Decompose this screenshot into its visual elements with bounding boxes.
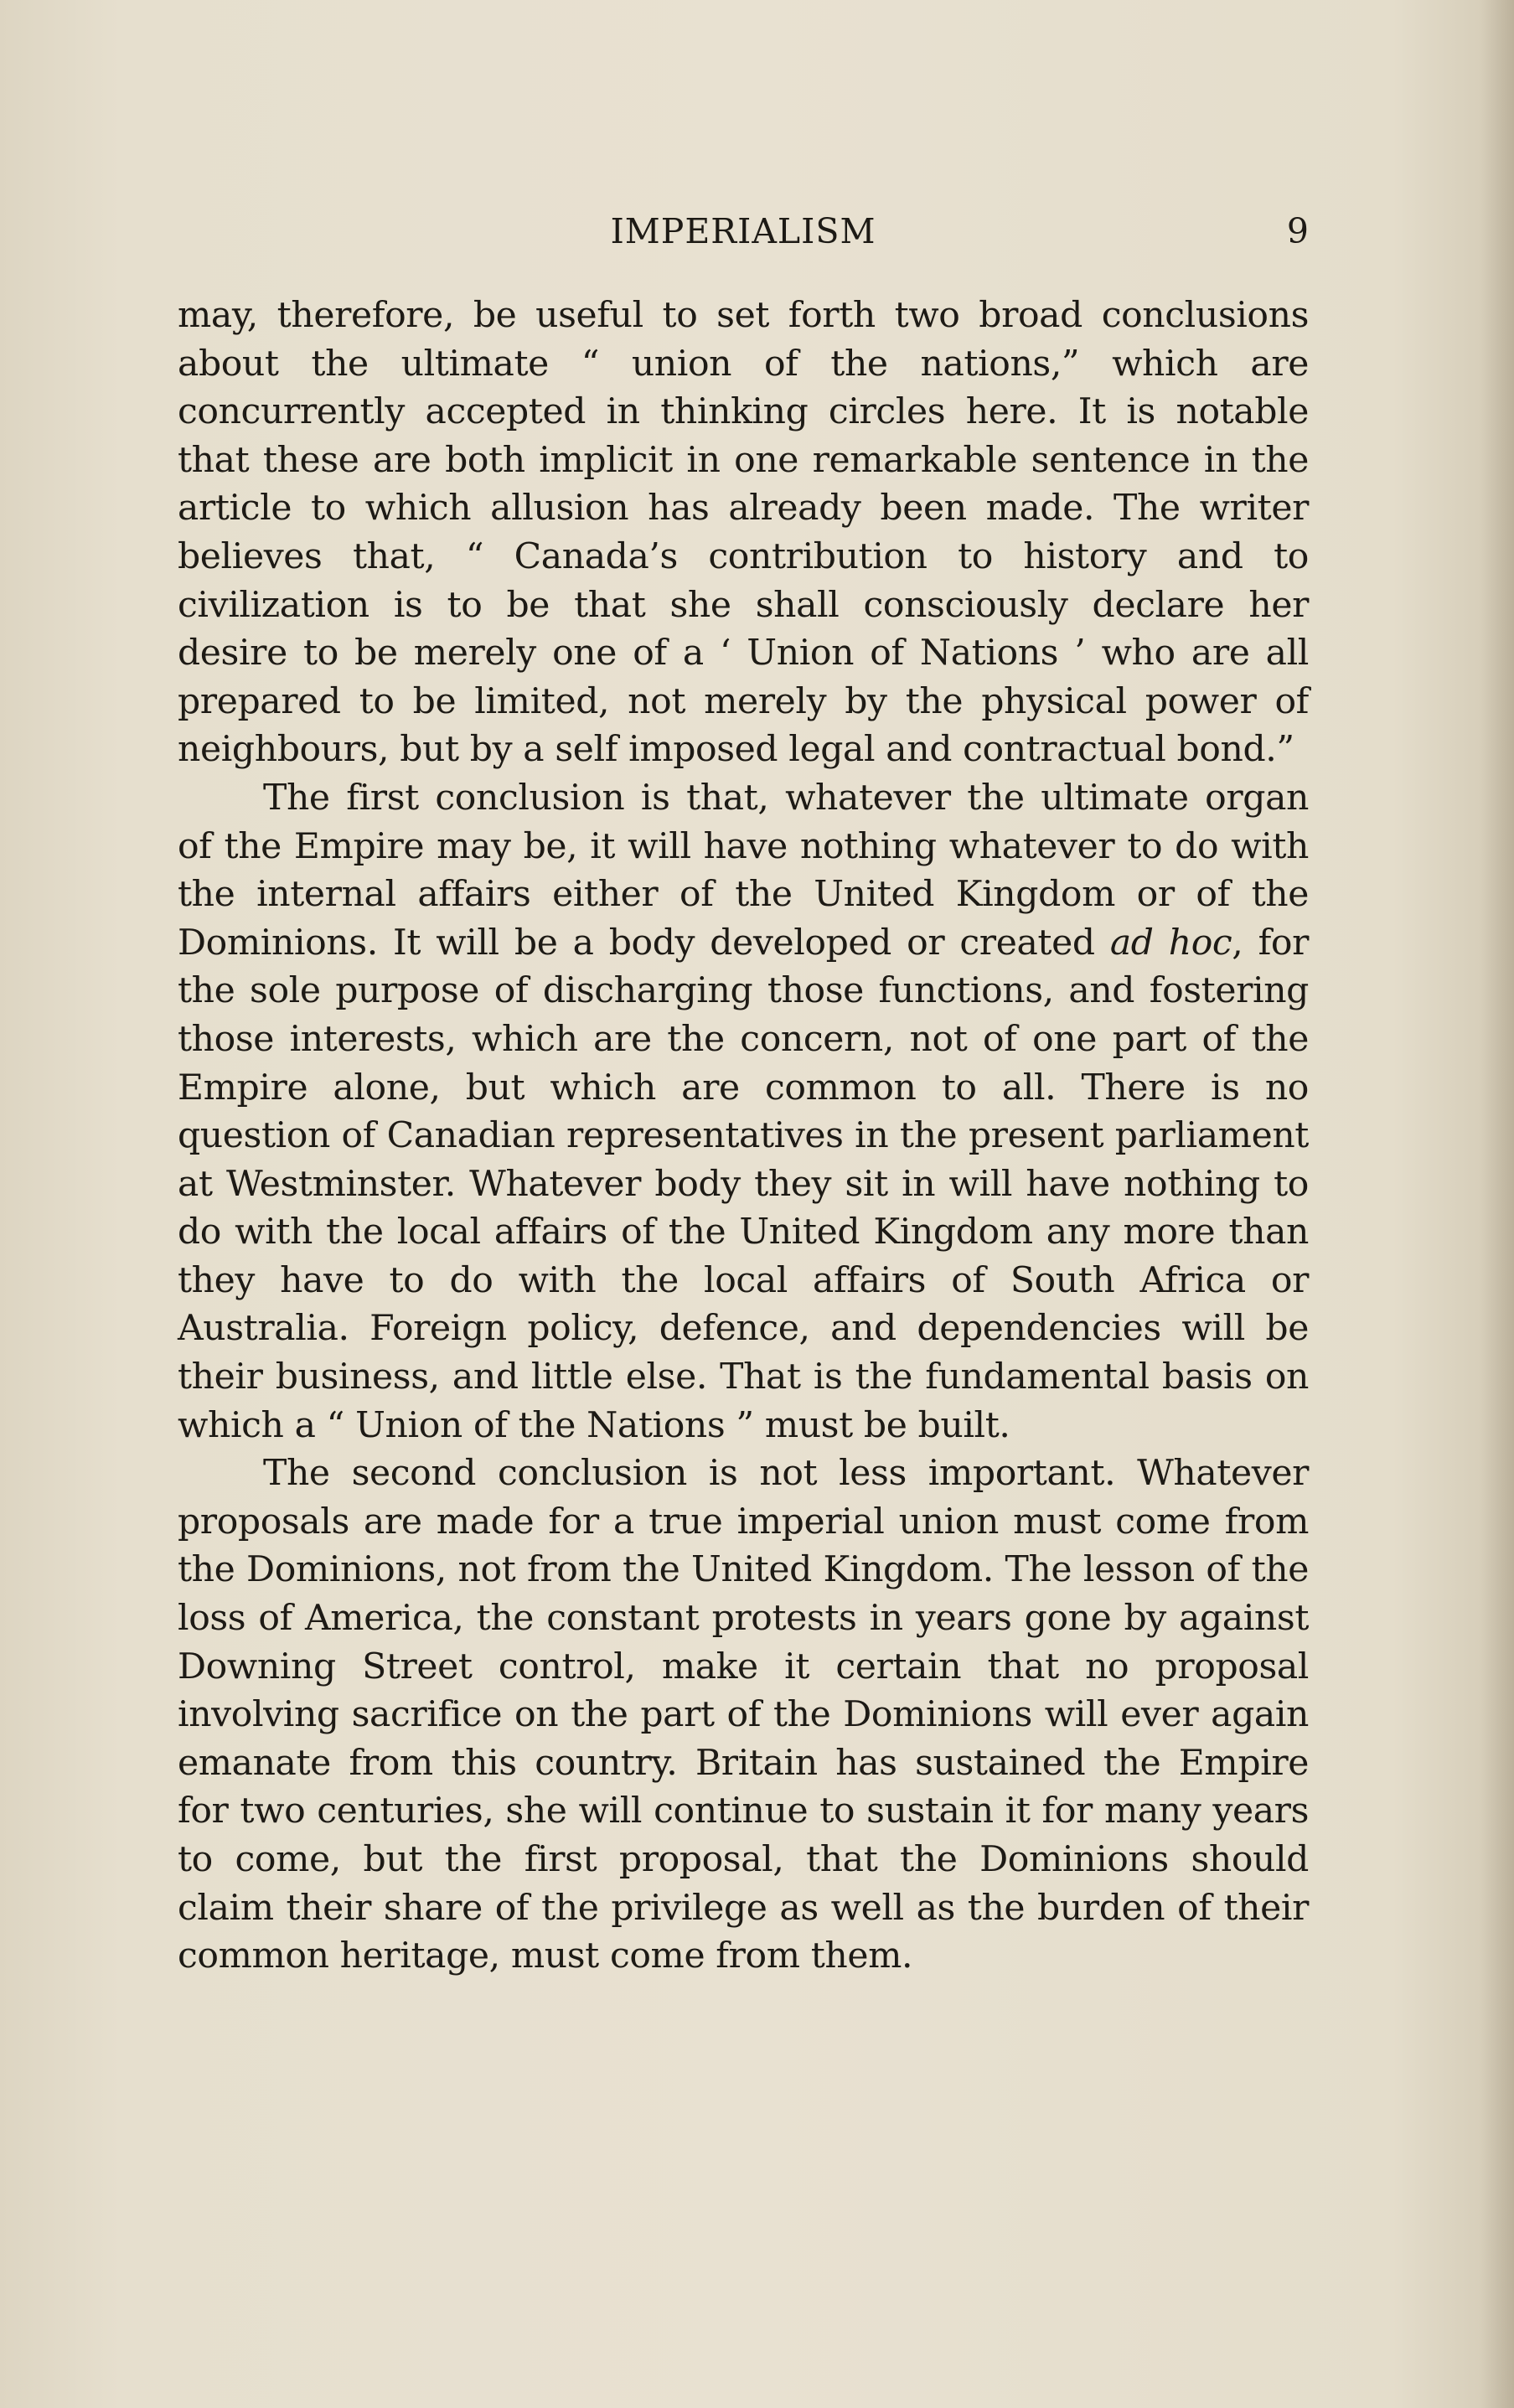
paragraph-2-start: The first conclusion is that, whatever the ultimate organ of the Empire may be, it will have nothing whatever to do with the internal affairs either of the United Kingdom or of the Dominions. It will be a body developed or created <box>178 777 1309 964</box>
paragraph-3: The second conclusion is not less important. Whatever proposals are made for a true imperial union must come from the Dominions, not from the United Kingdom. The lesson of the loss of America, the constant protests in years gone by against Downing Street control, make it certain that no proposal involving sacrifice on the part of the Dominions will ever again emanate from this country. Britain has sustained the Empire for two centuries, she will continue to sustain it for many years to come, but the first proposal, that the Dominions should claim their share of the privilege as well as the burden of their common heritage, must come from them. <box>178 1453 1309 1977</box>
body-text <box>178 292 1309 1981</box>
page-number: 9 <box>1286 211 1309 251</box>
running-title: IMPERIALISM <box>610 211 876 251</box>
page-edge-shadow <box>1480 0 1514 2408</box>
paragraph-2 <box>178 774 1309 1449</box>
paragraph-2-end: , for the sole purpose of discharging those functions, and fostering those interests, which are the concern, not of one part of the Empire alone, but which are common to all. There is no question of Canadian representatives in the present parliament at Westminster. Whatever body they sit in will have nothing to do with the local affairs of the United Kingdom any more than they have to do with the local affairs of South Africa or Australia. Foreign policy, defence, and dependencies will be their business, and little else. That is the fundamental basis on which a “ Union of the Nations ” must be built. <box>178 922 1310 1446</box>
latin-phrase-ad-hoc: ad hoc <box>1109 922 1232 964</box>
paragraph-1: may, therefore, be useful to set forth two broad conclusions about the ultimate “ union of the nations,” which are concurrently accepted in thinking circles here. It is notable that these are both implicit in one remarkable sentence in the article to which allusion has already been made. The writer believes that, “ Canada’s contribution to history and to civilization is to be that she shall consciously declare her desire to be merely one of a ‘ Union of Nations ’ who are all prepared to be limited, not merely by the physical power of neighbours, but by a self imposed legal and contractual bond.” <box>178 295 1309 771</box>
running-header <box>178 211 1309 261</box>
